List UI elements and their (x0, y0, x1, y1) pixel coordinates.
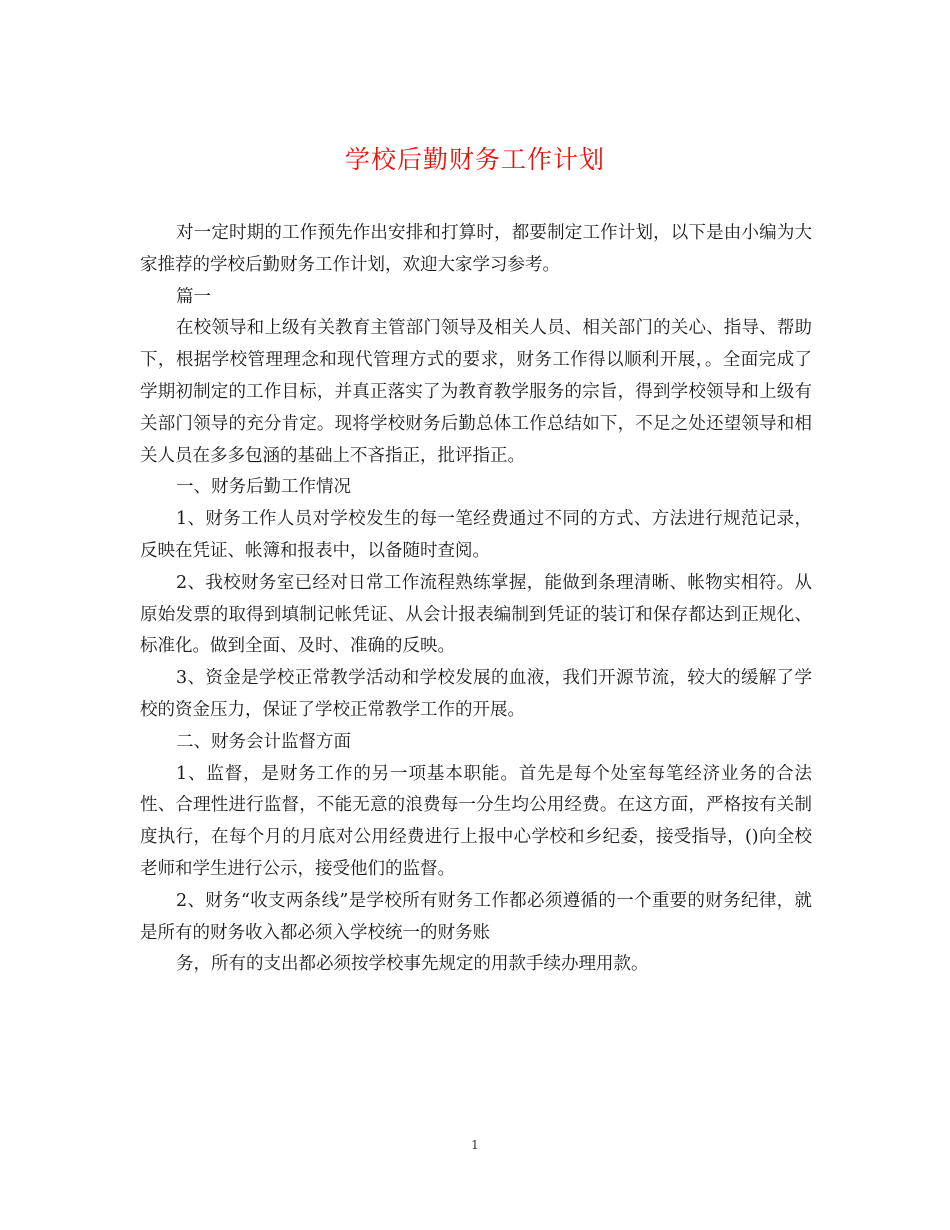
intro-paragraph: 对一定时期的工作预先作出安排和打算时，都要制定工作计划，以下是由小编为大家推荐的学校后勤财务工作计划，欢迎大家学习参考。 (140, 223, 812, 275)
section-heading: 一、财务后勤工作情况 (176, 477, 351, 498)
section-heading: 二、财务会计监督方面 (176, 731, 351, 752)
document-body (140, 218, 812, 981)
body-paragraph: 2、我校财务室已经对日常工作流程熟练掌握，能做到条理清晰、帐物实相符。从原始发票的取得到填制记帐凭证、从会计报表编制到凭证的装订和保存都达到正规化、标准化。做到全面、及时、准确的反映。 (140, 572, 812, 657)
page-number: 1 (471, 1138, 479, 1152)
body-paragraph: 务，所有的支出都必须按学校事先规定的用款手续办理用款。 (176, 954, 649, 975)
document-title: 学校后勤财务工作计划 (344, 145, 605, 174)
body-paragraph: 1、财务工作人员对学校发生的每一笔经费通过不同的方式、方法进行规范记录，反映在凭证、帐簿和报表中，以备随时查阅。 (140, 509, 812, 561)
body-paragraph: 1、监督，是财务工作的另一项基本职能。首先是每个处室每笔经济业务的合法性、合理性进行监督，不能无意的浪费每一分生均公用经费。在这方面，严格按有关制度执行，在每个月的月底对公用经费进行上报中心学校和乡纪委，接受指导，()向全校老师和学生进行公示，接受他们的监督。 (140, 763, 812, 879)
body-paragraph: 在校领导和上级有关教育主管部门领导及相关人员、相关部门的关心、指导、帮助下，根据学校管理理念和现代管理方式的要求，财务工作得以顺利开展，。全面完成了学期初制定的工作目标，并真正落实了为教育教学服务的宗旨，得到学校领导和上级有关部门领导的充分肯定。现将学校财务后勤总体工作总结如下，不足之处还望领导和相关人员在多多包涵的基础上不吝指正，批评指正。 (140, 318, 812, 466)
body-paragraph: 3、资金是学校正常教学活动和学校发展的血液，我们开源节流，较大的缓解了学校的资金压力，保证了学校正常教学工作的开展。 (140, 668, 812, 720)
section-label: 篇一 (176, 286, 211, 307)
body-paragraph: 2、财务“收支两条线”是学校所有财务工作都必须遵循的一个重要的财务纪律，就是所有的财务收入都必须入学校统一的财务账 (140, 890, 812, 943)
